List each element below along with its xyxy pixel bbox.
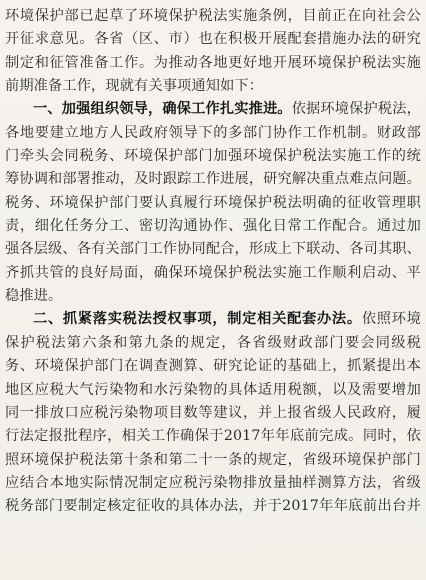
section2-line: 税务部门要制定核定征收的具体办法，并于2017年年底前出台并 [5,498,421,515]
section1-line: 税务、环境保护部门要认真履行环境保护税法明确的征收管理职 [5,194,421,211]
document-body [5,5,421,519]
intro-line: 开征求意见。各省（区、市）也在积极开展配套措施办法的研究 [5,31,421,48]
section2-heading: 二、抓紧落实税法授权事项，制定相关配套办法。 [33,311,362,328]
intro-line: 前期准备工作，现就有关事项通知如下： [5,78,264,95]
section2-first-line-text: 依照环境 [361,311,421,328]
section1-line: 筹协调和部署推动，及时跟踪工作进展，研究解决重点难点问题。 [5,171,421,188]
section1-heading: 一、加强组织领导，确保工作扎实推进。 [33,101,292,118]
section1-line: 稳推进。 [5,288,63,305]
section2-line: 应结合本地实际情况制定应税污染物排放量抽样测算方法，省级 [5,474,421,491]
section1-line: 齐抓共管的良好局面，确保环境保护税法实施工作顺利启动、平 [5,264,421,281]
section2-line: 保护税法第六条和第九条的规定，各省级财政部门要会同级税 [5,334,421,351]
section2-first-line [5,308,421,331]
section2-line: 地区应税大气污染物和水污染物的具体适用税额，以及需要增加 [5,381,421,398]
section2-line: 务、环境保护部门在调查测算、研究论证的基础上，抓紧提出本 [5,358,421,375]
section1-line: 门牵头会同税务、环境保护部门加强环境保护税法实施工作的统 [5,148,421,165]
section1-line: 强各层级、各有关部门工作协同配合，形成上下联动、各司其职、 [5,241,421,258]
intro-line: 环境保护部已起草了环境保护税法实施条例，目前正在向社会公 [5,8,421,24]
intro-line: 制定和征管准备工作。为推动各地更好地开展环境保护税法实施 [5,54,421,71]
section1-first-line-text: 依据环境保护税法， [291,101,421,118]
section2-line: 行法定报批程序，相关工作确保于2017年年底前完成。同时，依 [5,428,421,445]
section1-line: 责，细化任务分工、密切沟通协作、强化日常工作配合。通过加 [5,218,421,235]
section1-first-line [5,98,421,121]
section1-line: 各地要建立地方人民政府领导下的多部门协作工作机制。财政部 [5,124,421,141]
section2-line: 同一排放口应税污染物项目数等建议，并上报省级人民政府，履 [5,404,421,421]
section2-line: 照环境保护税法第十条和第二十一条的规定，省级环境保护部门 [5,451,421,468]
